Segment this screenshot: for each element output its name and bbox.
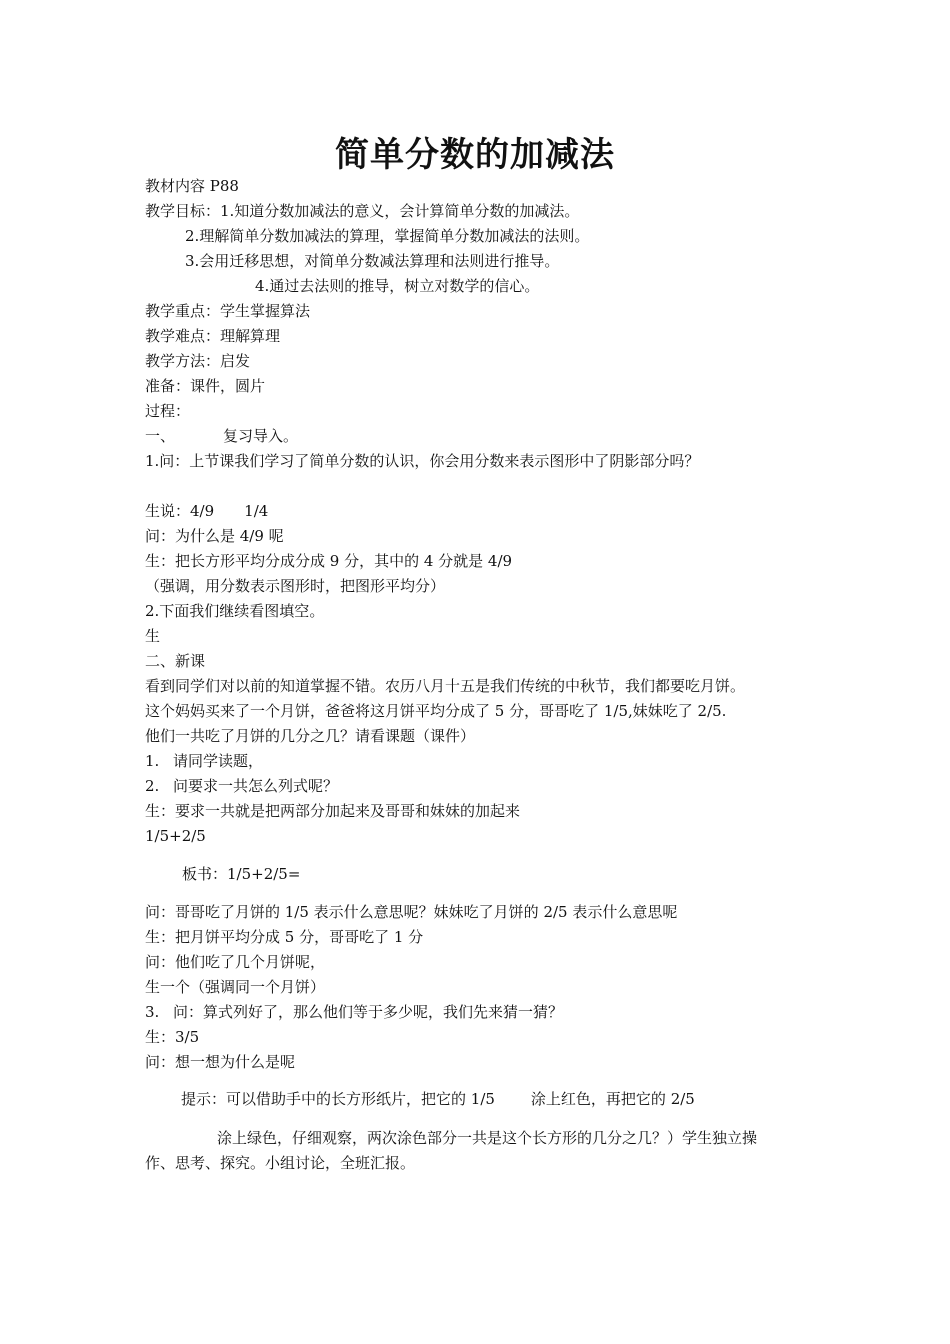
hint-line: [145, 1087, 825, 1112]
item-text: 问：算式列好了，那么他们等于多少呢，我们先来猜一猜？: [173, 1003, 564, 1021]
text-line: 3.会用迁移思想，对简单分数减法算理和法则进行推导。: [185, 252, 560, 270]
section-title: 复习导入。: [223, 427, 299, 445]
text-line: 问：想一想为什么是呢: [145, 1053, 296, 1071]
section-heading: 二、新课: [145, 652, 206, 670]
text-span: 生说：4/9: [145, 502, 215, 520]
text-line: 生：要求一共就是把两部分加起来及哥哥和妹妹的加起来: [145, 802, 521, 820]
document-title: 简单分数的加减法: [335, 135, 615, 175]
text-line: 教材内容 P88: [145, 177, 239, 195]
text-line: 生一个（强调同一个月饼）: [145, 978, 326, 996]
text-line: 生：3/5: [145, 1028, 200, 1046]
numbered-item: [145, 1000, 825, 1025]
text-line: 4.通过去法则的推导，树立对数学的信心。: [255, 277, 540, 295]
text-line: 1.问：上节课我们学习了简单分数的认识，你会用分数来表示图形中了阴影部分吗？: [145, 452, 700, 470]
text-line: 他们一共吃了月饼的几分之几？请看课题（课件）: [145, 727, 476, 745]
text-line: 生：把月饼平均分成 5 分，哥哥吃了 1 分: [145, 928, 424, 946]
text-line: 教学重点：学生掌握算法: [145, 302, 311, 320]
text-line: 生：把长方形平均分成分成 9 分，其中的 4 分就是 4/9: [145, 552, 513, 570]
text-line: （强调，用分数表示图形时，把图形平均分）: [145, 577, 446, 595]
text-line: 过程：: [145, 402, 191, 420]
hint-continuation: 涂上绿色，仔细观察，两次涂色部分一共是这个长方形的几分之几？）学生独立操: [217, 1129, 758, 1147]
text-line: 1/5+2/5: [145, 827, 206, 845]
text-line: 这个妈妈买来了一个月饼，爸爸将这月饼平均分成了 5 分，哥哥吃了 1/5,妹妹吃了 2/5.: [145, 702, 727, 720]
blank-line: [145, 474, 825, 499]
text-line: 教学方法：启发: [145, 352, 251, 370]
item-number: 1.: [145, 752, 160, 770]
text-line: 2.下面我们继续看图填空。: [145, 602, 325, 620]
item-text: 问要求一共怎么列式呢？: [173, 777, 339, 795]
text-line: 问：为什么是 4/9 呢: [145, 527, 284, 545]
text-line: 教学目标：1.知道分数加减法的意义，会计算简单分数的加减法。: [145, 202, 580, 220]
item-number: 2.: [145, 777, 160, 795]
text-line: 教学难点：理解算理: [145, 327, 281, 345]
hint-text: 涂上红色，再把它的 2/5: [530, 1090, 695, 1108]
section-number: 一、: [145, 427, 176, 445]
text-line: 生: [145, 627, 161, 645]
text-line: 问：他们吃了几个月饼呢，: [145, 953, 326, 971]
board-writing: 板书：1/5+2/5=: [182, 865, 301, 883]
document-body: [145, 174, 825, 1176]
text-span: 1/4: [244, 502, 269, 520]
text-line: 看到同学们对以前的知道掌握不错。农历八月十五是我们传统的中秋节，我们都要吃月饼。: [145, 677, 746, 695]
text-line: 作、思考、探究。小组讨论，全班汇报。: [145, 1154, 416, 1172]
item-number: 3.: [145, 1003, 160, 1021]
text-line: 2.理解简单分数加减法的算理，掌握简单分数加减法的法则。: [185, 227, 590, 245]
text-line: 问：哥哥吃了月饼的 1/5 表示什么意思呢？妹妹吃了月饼的 2/5 表示什么意思呢: [145, 903, 678, 921]
section-heading: [145, 424, 825, 449]
numbered-item: [145, 749, 825, 774]
text-line: [145, 499, 825, 524]
numbered-item: [145, 774, 825, 799]
text-line: 准备：课件，圆片: [145, 377, 266, 395]
hint-text: 提示：可以借助手中的长方形纸片，把它的 1/5: [181, 1090, 495, 1108]
item-text: 请同学读题，: [173, 752, 264, 770]
